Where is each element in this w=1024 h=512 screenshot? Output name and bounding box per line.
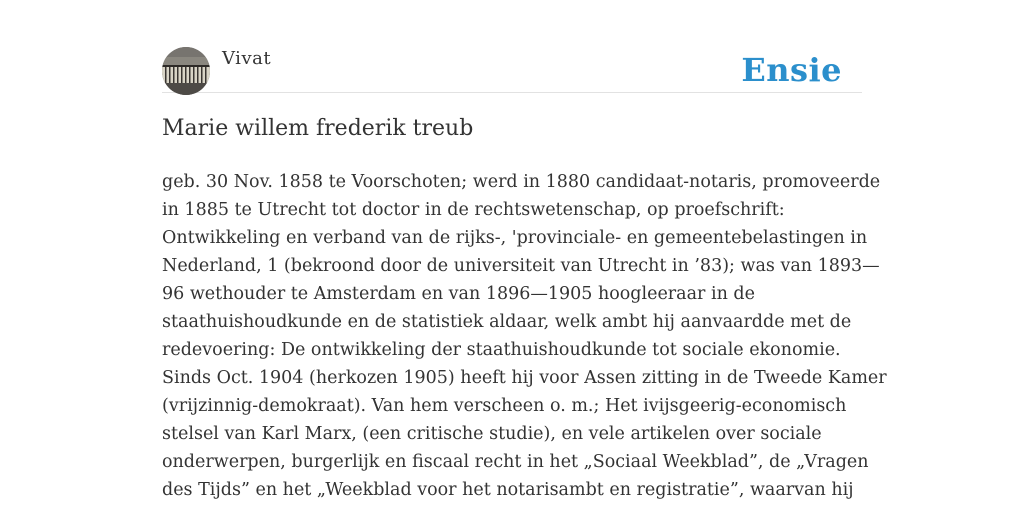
article-title: Marie willem frederik treub (162, 116, 474, 141)
header (162, 46, 862, 93)
article-body-line: (vrijzinnig-demokraat). Van hem verscheen o. m.; Het ivijsgeerig-economisch (162, 396, 847, 416)
article-body-line: des Tijds” en het „Weekblad voor het notarisambt en registratie”, waarvan hij (162, 480, 854, 500)
author-avatar[interactable] (162, 47, 210, 95)
brand-logo[interactable]: Ensie (741, 51, 842, 89)
article-body-line: staathuishoudkunde en de statistiek aldaar, welk ambt hij aanvaardde met de (162, 312, 852, 332)
author-name[interactable]: Vivat (222, 48, 272, 69)
article-body-line: 96 wethouder te Amsterdam en van 1896—1905 hoogleeraar in de (162, 284, 755, 304)
article-body-line: onderwerpen, burgerlijk en fiscaal recht in het „Sociaal Weekblad”, de „Vragen (162, 452, 869, 472)
article-body-line: stelsel van Karl Marx, (een critische studie), en vele artikelen over sociale (162, 424, 822, 444)
article-body-line: Sinds Oct. 1904 (herkozen 1905) heeft hij voor Assen zitting in de Tweede Kamer (162, 368, 887, 388)
article-body-line: geb. 30 Nov. 1858 te Voorschoten; werd in 1880 candidaat-notaris, promoveerde (162, 172, 881, 192)
article-body-line: in 1885 te Utrecht tot doctor in de rechtswetenschap, op proefschrift: (162, 200, 785, 220)
article-body (162, 168, 887, 504)
article-body-line: Ontwikkeling en verband van de rijks-, 'provinciale- en gemeentebelastingen in (162, 228, 868, 248)
article-body-line: Nederland, 1 (bekroond door de universiteit van Utrecht in ’83); was van 1893— (162, 256, 880, 276)
bookshelf-avatar-icon (162, 47, 210, 95)
article-body-line: redevoering: De ontwikkeling der staathuishoudkunde tot sociale ekonomie. (162, 340, 841, 360)
